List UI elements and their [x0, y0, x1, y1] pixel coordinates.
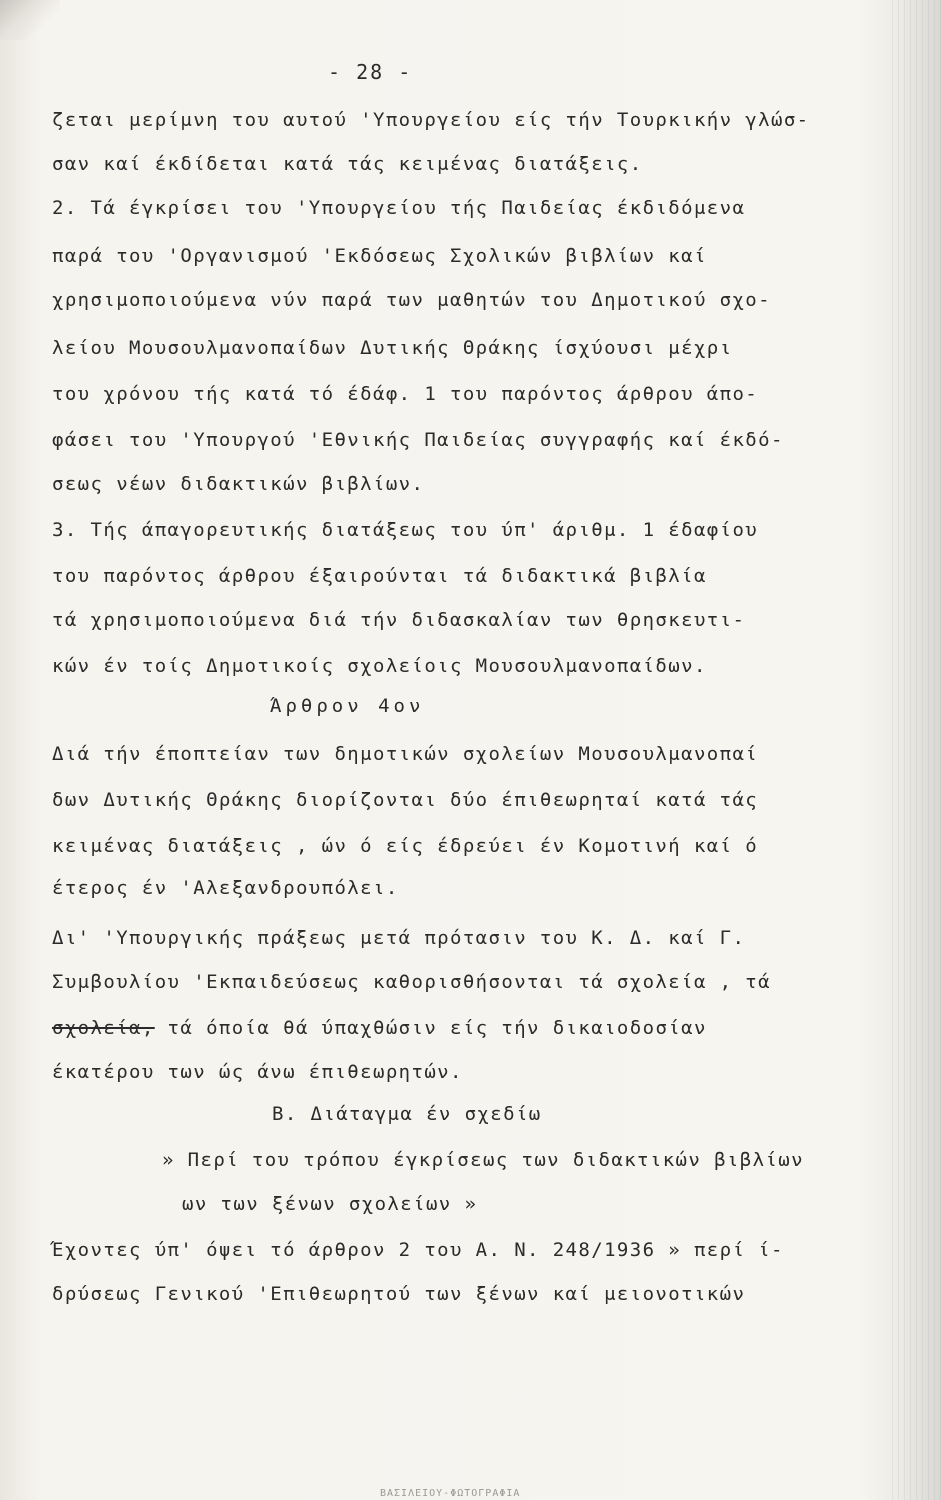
text-line: Συμβουλίου 'Εκπαιδεύσεως καθορισθήσονται τά σχολεία , τά [52, 971, 771, 993]
decree-title-line: ων των ξένων σχολείων » [182, 1193, 478, 1215]
text-line: χρησιμοποιούμενα νύν παρά των μαθητών του Δημοτικού σχο- [52, 289, 771, 311]
text-line: σεως νέων διδακτικών βιβλίων. [52, 473, 425, 495]
text-line: δρύσεως Γενικού 'Επιθεωρητού των ξένων καί μειονοτικών [52, 1283, 746, 1305]
text-line: κών έν τοίς Δημοτικοίς σχολείοις Μουσουλμανοπαίδων. [52, 655, 707, 677]
text-line: δων Δυτικής Θράκης διορίζονται δύο έπιθεωρηταί κατά τάς [52, 789, 759, 811]
text-line: ζεται μερίμνη του αυτού 'Υπουργείου είς τήν Τουρκικήν γλώσ- [52, 109, 810, 131]
text-line: του παρόντος άρθρου έξαιρούνται τά διδακτικά βιβλία [52, 565, 707, 587]
text-line: κειμένας διατάξεις , ών ό είς έδρεύει έν Κομοτινή καί ό [52, 835, 759, 857]
text-line-with-strikethrough [52, 1016, 707, 1040]
line-remainder: τά όποία θά ύπαχθώσιν είς τήν δικαιοδοσίαν [154, 1017, 707, 1039]
section-heading: Β. Διάταγμα έν σχεδίω [272, 1103, 542, 1125]
article-heading: Άρθρον 4ον [270, 695, 425, 717]
footer-stamp: ΒΑΣΙΛΕΙΟΥ-ΦΩΤΟΓΡΑΦΙΑ [380, 1488, 521, 1499]
text-line: έκατέρου των ώς άνω έπιθεωρητών. [52, 1061, 463, 1083]
page-corner-shadow [0, 0, 60, 40]
text-line: 2. Τά έγκρίσει του 'Υπουργείου τής Παιδείας έκδιδόμενα [52, 197, 746, 219]
text-line: παρά του 'Οργανισμού 'Εκδόσεως Σχολικών βιβλίων καί [52, 245, 707, 267]
text-line: Δι' 'Υπουργικής πράξεως μετά πρότασιν του Κ. Δ. καί Γ. [52, 927, 746, 949]
text-line: Διά τήν έποπτείαν των δημοτικών σχολείων Μουσουλμανοπαί [52, 743, 759, 765]
text-line: 3. Τής άπαγορευτικής διατάξεως του ύπ' άριθμ. 1 έδαφίου [52, 519, 759, 541]
text-line: τά χρησιμοποιούμενα διά τήν διδασκαλίαν των θρησκευτι- [52, 609, 746, 631]
text-line: φάσει του 'Υπουργού 'Εθνικής Παιδείας συγγραφής καί έκδό- [52, 429, 784, 451]
page-binding-edge [892, 0, 942, 1500]
text-line: σαν καί έκδίδεται κατά τάς κειμένας διατάξεις. [52, 153, 643, 175]
text-line: του χρόνου τής κατά τό έδάφ. 1 του παρόντος άρθρου άπο- [52, 383, 759, 405]
text-line: Έχοντες ύπ' όψει τό άρθρον 2 του Α. Ν. 248/1936 » περί ί- [52, 1239, 784, 1261]
decree-title-line: » Περί του τρόπου έγκρίσεως των διδακτικών βιβλίων [162, 1149, 804, 1171]
struck-word: σχολεία, [52, 1017, 155, 1039]
text-line: λείου Μουσουλμανοπαίδων Δυτικής Θράκης ίσχύουσι μέχρι [52, 337, 733, 359]
page-number: - 28 - [328, 60, 413, 84]
text-line: έτερος έν 'Αλεξανδρουπόλει. [52, 877, 399, 899]
